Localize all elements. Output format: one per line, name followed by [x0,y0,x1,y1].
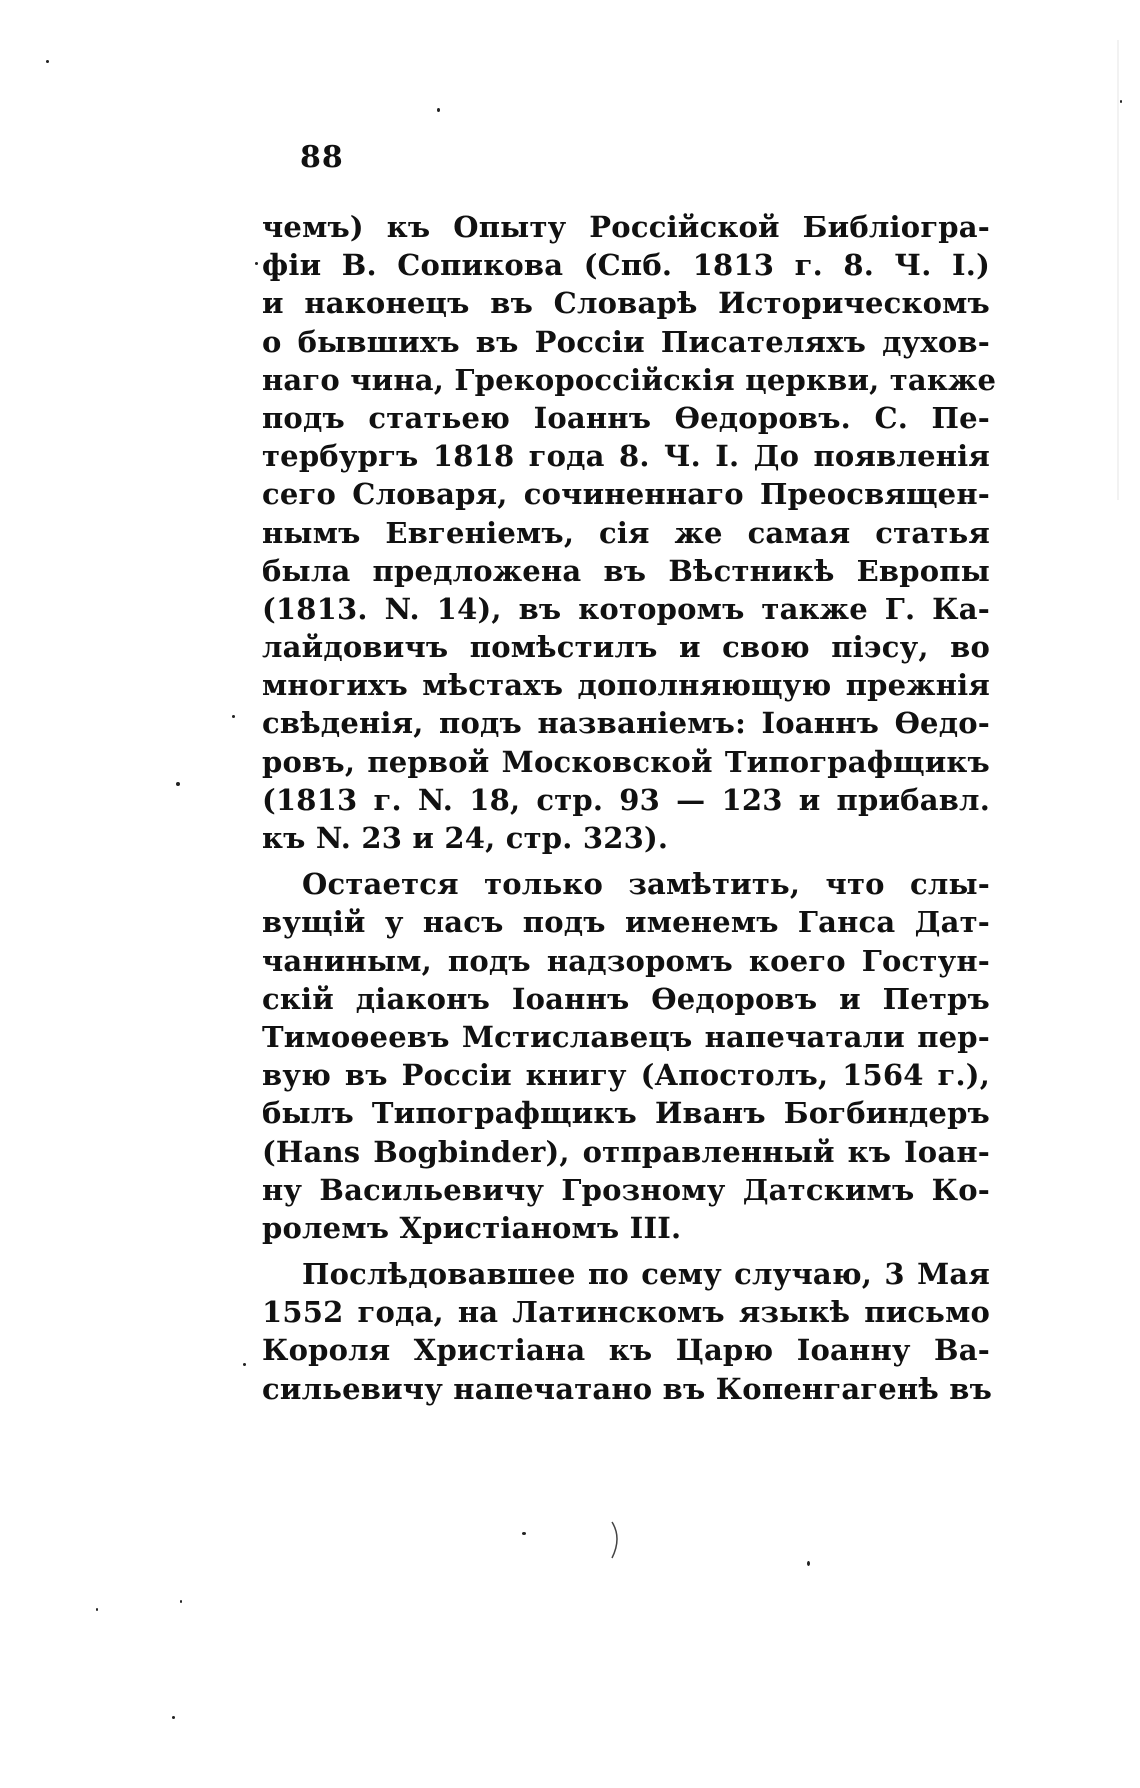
text-line: чаниным, подъ надзоромъ коего Гостун- [262,943,990,978]
text-line: Тимоѳеевъ Мстиславецъ напечатали пер- [262,1019,990,1054]
body-text [262,208,997,1408]
scan-speck [255,262,258,265]
scan-speck [180,1600,182,1603]
paragraph-2 [262,865,990,1247]
text-line: сильевичу напечатано въ Копенгагенѣ въ [262,1371,993,1406]
text-line: Остается только замѣтить, что слы- [302,867,990,902]
scan-speck [522,1532,526,1535]
text-line: наго чина, Грекороссійскія церкви, также [262,362,997,397]
paragraph-gap [262,1247,990,1255]
text-line: вую въ Россіи книгу (Апостолъ, 1564 г.), [262,1058,990,1093]
text-line: ровъ, первой Московской Типографщикъ [262,744,990,779]
text-line: и наконецъ въ Словарѣ Историческомъ [262,286,990,321]
scan-speck [243,1363,246,1366]
text-line: вущій у насъ подъ именемъ Ганса Дат- [262,905,990,940]
scan-speck [172,1716,175,1719]
text-line: былъ Типографщикъ Иванъ Богбиндеръ [262,1096,990,1131]
scan-speck [96,1608,98,1611]
text-line: скій діаконъ Іоаннъ Ѳедоровъ и Петръ [262,981,990,1016]
text-line: нымъ Евгеніемъ, сія же самая статья [262,515,990,550]
text-line: тербургъ 1818 года 8. Ч. I. До появленія [262,439,990,474]
page-number: 88 [300,140,344,175]
text-line: многихъ мѣстахъ дополняющую прежнія [262,668,990,703]
text-line: (Hans Bogbinder), отправленный къ Іоан- [262,1134,990,1169]
scan-speck [437,108,440,112]
paragraph-1 [262,208,997,857]
text-line: къ N. 23 и 24, стр. 323). [262,821,669,855]
text-line: (1813. N. 14), въ которомъ также Г. Ка- [262,591,990,626]
scan-speck [807,1561,810,1566]
text-line: лайдовичъ помѣстилъ и свою піэсу, во [262,630,990,665]
scan-speck [232,715,235,718]
paragraph-gap [262,857,990,865]
text-line: 1552 года, на Латинскомъ языкѣ письмо [262,1295,990,1330]
text-line: Послѣдовавшее по сему случаю, 3 Мая [302,1257,990,1292]
scan-speck [176,782,180,786]
text-line: о бывшихъ въ Россіи Писателяхъ духов- [262,324,990,359]
text-line: фіи В. Сопикова (Спб. 1813 г. 8. Ч. I.) [262,248,990,283]
text-line: ну Васильевичу Грозному Датскимъ Ко- [262,1172,990,1207]
text-line: была предложена въ Вѣстникѣ Европы [262,553,990,588]
text-line: подъ статьею Іоаннъ Ѳедоровъ. С. Пе- [262,400,990,435]
scan-speck [46,60,49,63]
text-line: чемъ) къ Опыту Россійской Библіогра- [262,210,990,244]
paragraph-3 [262,1255,993,1408]
text-line: ролемъ Христіаномъ III. [262,1210,682,1245]
text-line: Короля Христіана къ Царю Іоанну Ва- [262,1333,990,1368]
text-line: свѣденія, подъ названіемъ: Іоаннъ Ѳедо- [262,706,990,741]
scan-speck [1120,100,1122,103]
text-line: (1813 г. N. 18, стр. 93 — 123 и прибавл. [262,782,990,817]
text-line: сего Словаря, сочиненнаго Преосвящен- [262,477,990,512]
